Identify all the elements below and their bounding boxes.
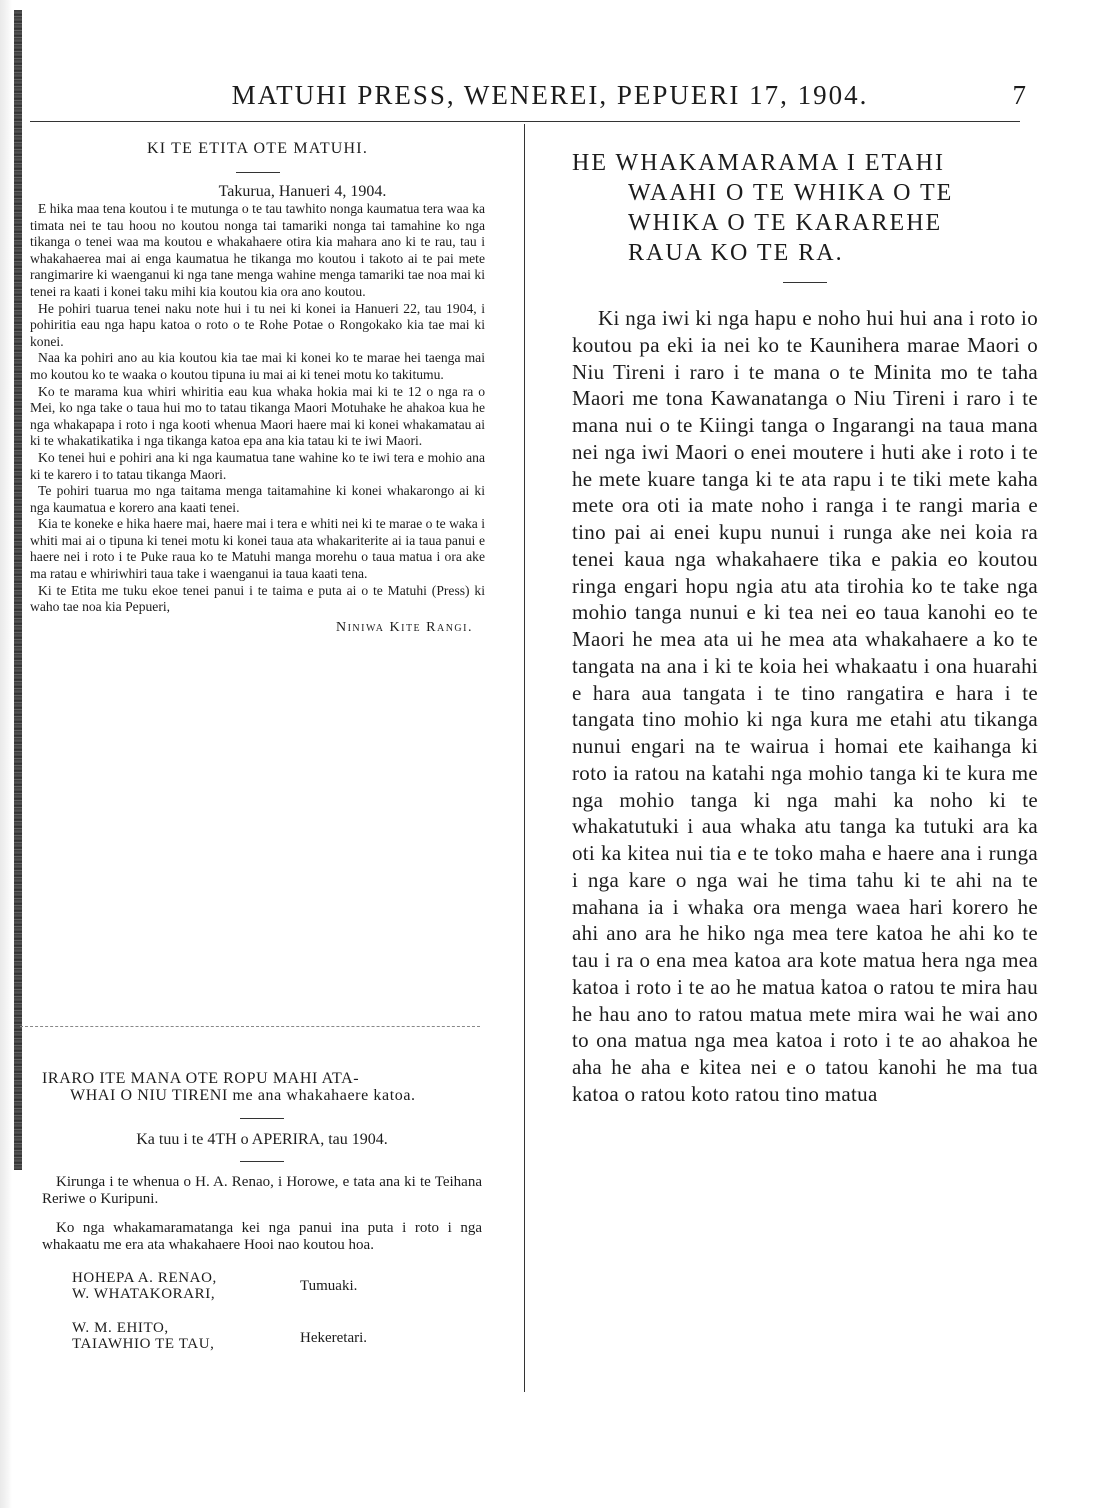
signer-name: HOHEPA A. RENAO, — [72, 1270, 217, 1286]
letter-paragraph: He pohiri tuarua tenei naku note hui i tu nei ki konei ia Hanueri 22, tau 1904, i pohiritia eau nga hapu katoa o roto o te Rohe Potae o Rongokako kia tae mai ki konei. — [30, 300, 485, 349]
article-heading-line: WHIKA O TE KARAREHE — [628, 210, 943, 236]
article — [572, 148, 1038, 1108]
letter-signature: Niniwa Kite Rangi. — [335, 619, 473, 635]
notice-rule — [240, 1161, 284, 1162]
letter-paragraph: Kia te koneke e hika haere mai, haere mai i tera e whiti nei ki te marae o te waka i whiti mai ai o tipuna ki tenei motu ki konei taua ata whakariterite ai ia taua panui e haere nei i roto i te Puke raua ko te Matuhi manga morehu o taua matua i ora ake ma ratau e whiriwhiri taua take i waenganui ia taua kaati tena. — [30, 516, 485, 582]
signer-name: W. M. EHITO, — [72, 1320, 169, 1336]
notice-heading-line: IRARO ITE MANA OTE ROPU MAHI ATA- — [42, 1070, 360, 1087]
signer-group — [72, 1320, 292, 1352]
header-rule — [30, 121, 1020, 122]
letter-dateline: Takurua, Hanueri 4, 1904. — [218, 183, 387, 200]
section-separator — [20, 1026, 480, 1027]
notice-paragraph: Kirunga i te whenua o H. A. Renao, i Horowe, e tata ana ki te Teihana Reriwe o Kuripuni. — [42, 1174, 482, 1207]
letter-paragraph: Te pohiri tuarua mo nga taitama menga taitamahine ki konei whakarongo ai ki nga kaumatua e korero ana kaati tenei. — [30, 483, 485, 515]
letter-paragraph: Ko tenei hui e pohiri ana ki nga kaumatua tane wahine ko te iwi tera e mohio ana ki te karero i to tatau tikanga Maori. — [30, 449, 485, 482]
article-heading-rule — [783, 282, 827, 283]
column-divider — [524, 124, 525, 1392]
article-body: Ki nga iwi ki nga hapu e noho hui hui ana i roto io koutou pa eki ia nei ko te Kaunihera marae Maori o Niu Tireni i raro i te mana o te Minita mo te taha Maori me tona Kawanatanga o Niu Tireni i raro i te mana nui o te Kiingi tanga o Ingarangi na taua mana nei nga iwi Maori o enei moutere i huti ake i roto i te he mete kuare tanga ki te ata rapu i te tiki mete kaha mete ora oti ia mate noho i ranga i te rangi maria e tino pai ai enei kupu nunui i runga ake nei koia ra tenei kaua nga whakahaere tika e pakia eo koutou ringa engari hopu ngia atu ata tirohia ko te take nga mohio tanga nunui e ki tea nei eo taua kanohi eo te Maori he mea ata ui he mea ata whakahaere a ko te tangata na ana i ki te koia hei whakaatu i ona huarahi e hara aua tangata i te tino rangatira e hara i te tangata tino mohio ki nga kura me etahi atu tikanga nunui engari na te wairua i homai ete kaihanga ki roto ia ratou na katahi nga mohio tanga ki te kura me nga mohio tanga ki nga mahi ka noho ki te whakatutuki i aua whaka atu tanga ka tutuki ara ka oti ka kitea nui tia e te toko maha e haere ana i runga i nga kare o nga wai he tima tahu ki te ahi na te mahana ia i whaka ora menga waea hari korero he ahi ano ara he hiko nga mea tere katoa he ahi ko te tau i ra o ena mea katoa ara kote matua hera nga mea katoa i roto i te ao he matua katoa o ratou te mira hau he hau ano to ratou matua mete mira wai he wai ano to ona matua nga mea katoa i roto i te ao ahakoa he aha he aha e kitea nei e o tatou kanohi he ma tua katoa o ratou koto ratou tino matua — [572, 306, 1038, 1106]
signer-name: TAIAWHIO TE TAU, — [72, 1336, 215, 1352]
notice-date: Ka tuu i te 4TH o APERIRA, tau 1904. — [136, 1131, 388, 1148]
notice-heading-line: WHAI O NIU TIRENI me ana whakahaere katoa. — [70, 1087, 416, 1104]
letter-paragraph: Ko te marama kua whiri whiritia eau kua whaka hokia mai ki te 12 o nga ra o Mei, ko nga take o taua hui mo to tatau tikanga Maori Motuhake he ahakoa kua he nga whakapapa i roto i nga kooti whenua Maori haere mai ki konei whakamatau ai ki te whakatikatika i nga tikanga katoa epa ana kia tatau ki te iwi Maori. — [30, 383, 485, 449]
article-heading-line: HE WHAKAMARAMA I ETAHI — [572, 150, 945, 176]
letter-paragraph: E hika maa tena koutou i te mutunga o te tau tawhito nonga kaumatua tera waa ka timata nei te tau hoou no koutou nonga tai tamariki nonga tai tamahine ko nga tikanga o tenei waa ma koutou e whakahaere otira kia mahara ano ki te rau, tau i whakahaerea mai ai enga kaumatua he tikanga mo koutou i takoto ai te pai mete rangimarire ki waenganui ki nga tane menga wahine menga tamariki tae noa mai ki tenei ra kaati i konei taku mihi kia koutou kia ora ano koutou. — [30, 201, 485, 299]
notice-rule — [240, 1118, 284, 1119]
signer-group — [72, 1270, 292, 1302]
signer-role: Tumuaki. — [300, 1278, 358, 1294]
article-heading-line: WAAHI O TE WHIKA O TE — [628, 180, 954, 206]
signer-role: Hekeretari. — [300, 1330, 368, 1346]
letter-heading-rule — [236, 172, 280, 173]
signer-name: W. WHATAKORARI, — [72, 1286, 216, 1302]
binding-stitching — [14, 10, 22, 1170]
article-heading-line: RAUA KO TE RA. — [628, 240, 844, 266]
letter-paragraph: Naa ka pohiri ano au kia koutou kia tae mai ki konei ko te marae hei taenga mai mo koutou ko te waaka o koutou tipuna iu mai ai ki tenei motu ko takitumu. — [30, 350, 485, 382]
newspaper-masthead-title: MATUHI PRESS, WENEREI, PEPUERI 17, 1904. — [231, 80, 869, 110]
notice-signers — [42, 1270, 482, 1370]
public-notice — [42, 1070, 482, 1370]
page-header — [30, 80, 1040, 120]
page-number: 7 — [1012, 80, 1026, 110]
notice-paragraph: Ko nga whakamaramatanga kei nga panui ina puta i roto i nga whakaatu me era ata whakahaere Hooi nao koutou hoa. — [42, 1220, 482, 1253]
notice-heading — [42, 1070, 482, 1104]
letter-paragraph: Ki te Etita me tuku ekoe tenei panui i te taima e puta ai o te Matuhi (Press) ki waho tae noa kia Pepueri, — [30, 582, 485, 615]
page-binding-edge — [0, 0, 26, 1508]
letter-heading: KI TE ETITA OTE MATUHI. — [146, 140, 369, 157]
article-heading — [572, 148, 1038, 268]
letter-to-editor — [30, 140, 485, 636]
